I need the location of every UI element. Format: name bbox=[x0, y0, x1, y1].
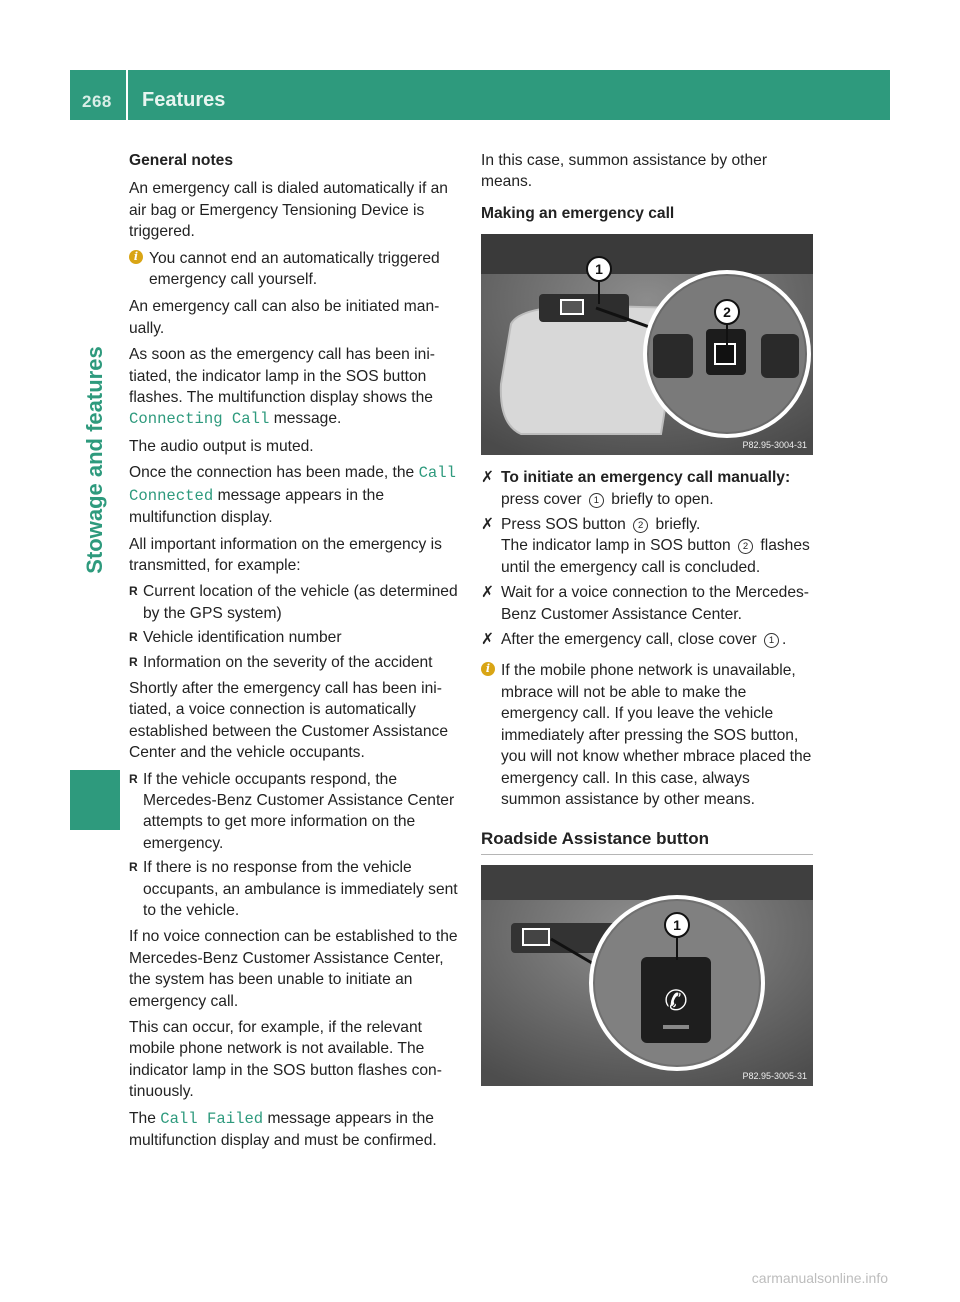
bullet-list bbox=[129, 769, 461, 922]
list-item: R Current location of the vehicle (as determined by the GPS system) bbox=[129, 581, 461, 624]
display-message-code: Call Connected bbox=[129, 464, 456, 505]
list-item: R If there is no response from the vehicle occupants, an ambulance is immediately sent to the vehicle. bbox=[129, 857, 461, 921]
callout-ref-1: 1 bbox=[764, 633, 779, 648]
callout-2: 2 bbox=[723, 304, 731, 321]
paragraph: If no voice connection can be established to the Mercedes-Benz Customer Assistance Center, the system has been unable to initiate an emergency call. bbox=[129, 928, 458, 1010]
list-item: R Vehicle identification number bbox=[129, 627, 461, 648]
callout-1: 1 bbox=[595, 261, 603, 278]
paragraph: Shortly after the emergency call has been initiated, a voice connection is automatically established between the Customer Assistance Center and the vehicle occupants. bbox=[129, 679, 448, 762]
watermark: carmanualsonline.info bbox=[751, 1270, 888, 1286]
text: message appears in the multifunction display. bbox=[129, 486, 385, 527]
general-notes-heading: General notes bbox=[129, 152, 233, 169]
text: message appears in the multifunction display and must be confirmed. bbox=[129, 1109, 437, 1150]
callout-ref-1: 1 bbox=[589, 493, 604, 508]
right-column bbox=[481, 150, 813, 1098]
text: After the emergency call, close cover bbox=[501, 631, 757, 649]
page-title: Features bbox=[142, 89, 226, 111]
step-heading: To initiate an emergency call manually: bbox=[501, 469, 791, 487]
step-arrow-icon: ✗ bbox=[481, 469, 495, 487]
display-message-code: Call Failed bbox=[160, 1109, 264, 1128]
text: message. bbox=[273, 410, 342, 428]
instruction-step bbox=[481, 514, 813, 578]
side-tab-marker bbox=[70, 770, 120, 830]
header-divider bbox=[126, 70, 128, 120]
paragraph: The audio output is muted. bbox=[129, 437, 314, 455]
step-arrow-icon: ✗ bbox=[481, 584, 495, 602]
figure-code: P82.95-3005-31 bbox=[742, 1070, 807, 1081]
instruction-step bbox=[481, 582, 813, 625]
roadside-wrench-icon: ✆ bbox=[664, 983, 688, 1017]
paragraph bbox=[129, 1108, 461, 1152]
bullet-list bbox=[129, 581, 461, 673]
roadside-button-figure bbox=[481, 865, 813, 1086]
paragraph bbox=[129, 462, 461, 528]
roadside-assistance-heading: Roadside Assistance button bbox=[481, 828, 813, 854]
side-tab-label: Stowage and features bbox=[82, 346, 107, 574]
page-number: 268 bbox=[82, 92, 112, 111]
paragraph: An emergency call can also be initiated manually. bbox=[129, 298, 440, 337]
text: Once the connection has been made, the bbox=[129, 464, 415, 482]
text: As soon as the emergency call has been initiated, the indicator lamp in the SOS button flashes. The multifunction display shows the bbox=[129, 346, 435, 407]
display-message-code: Connecting Call bbox=[129, 410, 270, 429]
text: . bbox=[782, 631, 787, 649]
list-item: R Information on the severity of the accident bbox=[129, 652, 461, 673]
text: briefly. bbox=[655, 516, 701, 534]
text: The bbox=[129, 1109, 156, 1127]
paragraph: In this case, summon assistance by other means. bbox=[481, 152, 768, 191]
info-text: If the mobile phone network is unavailable, mbrace will not be able to make the emergency call. If you leave the vehicle immediately after pressing the SOS button, you will not know whether mbrace placed the emergency call. In this case, always summon assistance by other means. bbox=[501, 662, 812, 808]
step-arrow-icon: ✗ bbox=[481, 631, 495, 649]
info-text: You cannot end an automatically triggered emergency call yourself. bbox=[149, 249, 440, 289]
text: briefly to open. bbox=[611, 490, 714, 508]
paragraph bbox=[129, 344, 461, 431]
callout-ref-2: 2 bbox=[633, 518, 648, 533]
callout-ref-2: 2 bbox=[738, 539, 753, 554]
paragraph: This can occur, for example, if the relevant mobile phone network is not available. The indicator lamp in the SOS button flashes continuously. bbox=[129, 1019, 442, 1101]
text: The indicator lamp in SOS button bbox=[501, 537, 731, 555]
paragraph: An emergency call is dialed automatically if an air bag or Emergency Tensioning Device is triggered. bbox=[129, 180, 448, 241]
text: press cover bbox=[501, 490, 582, 508]
step-arrow-icon: ✗ bbox=[481, 516, 495, 534]
paragraph: All important information on the emergency is transmitted, for example: bbox=[129, 535, 442, 574]
sos-button-figure bbox=[481, 234, 813, 455]
list-item: R If the vehicle occupants respond, the Mercedes-Benz Customer Assistance Center attempts to get more information on the emergency. bbox=[129, 769, 461, 855]
text: Press SOS button bbox=[501, 516, 626, 534]
instruction-step bbox=[481, 467, 813, 510]
instruction-step bbox=[481, 629, 813, 650]
info-icon: i bbox=[129, 250, 143, 264]
figure-code: P82.95-3004-31 bbox=[742, 440, 807, 451]
info-note bbox=[481, 660, 813, 810]
making-emergency-call-heading: Making an emergency call bbox=[481, 204, 675, 222]
text: flashes until the emergency call is concluded. bbox=[501, 537, 810, 576]
callout-1: 1 bbox=[673, 916, 681, 933]
info-icon: i bbox=[481, 662, 495, 676]
text: Wait for a voice connection to the Mercedes-Benz Customer Assistance Center. bbox=[501, 584, 809, 623]
left-column bbox=[129, 150, 461, 1156]
info-note bbox=[129, 248, 461, 291]
